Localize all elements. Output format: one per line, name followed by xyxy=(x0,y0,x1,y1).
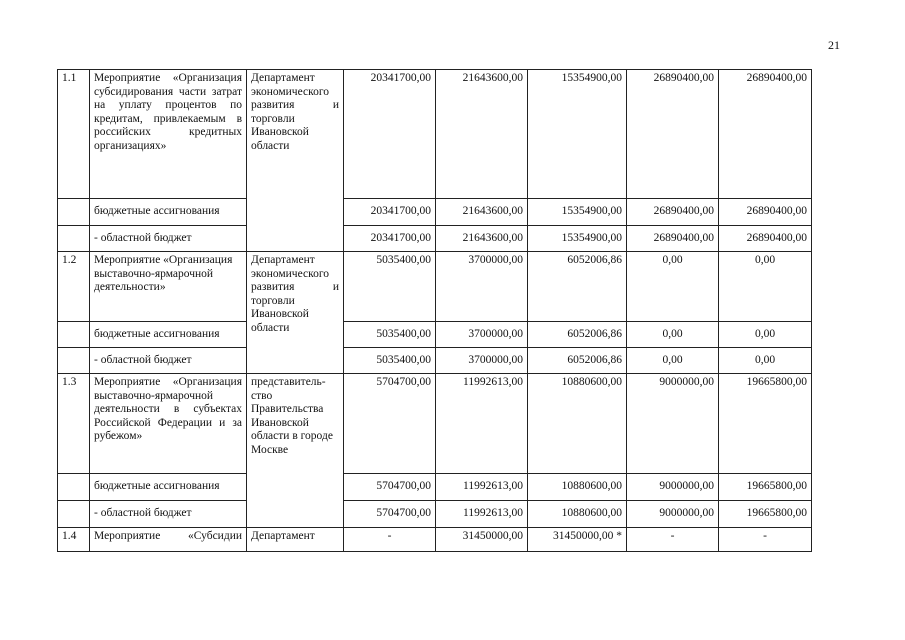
value-cell: 3700000,00 xyxy=(436,322,528,348)
value-cell: 9000000,00 xyxy=(627,501,719,528)
value-cell: 20341700,00 xyxy=(344,70,436,199)
value-cell: 21643600,00 xyxy=(436,70,528,199)
value-cell: - xyxy=(627,528,719,552)
value-cell: 5035400,00 xyxy=(344,322,436,348)
department-name: Департамент экономического развития и торговли Ивановской области xyxy=(247,70,344,252)
table-row xyxy=(58,374,812,474)
value-cell: 26890400,00 xyxy=(627,199,719,226)
value-cell: 5035400,00 xyxy=(344,348,436,374)
value-cell: 10880600,00 xyxy=(528,374,627,474)
value-cell: 19665800,00 xyxy=(719,501,812,528)
value-cell: - xyxy=(719,528,812,552)
value-cell: 11992613,00 xyxy=(436,374,528,474)
value-cell: 31450000,00 xyxy=(436,528,528,552)
value-cell: 0,00 xyxy=(627,252,719,322)
value-cell: 5035400,00 xyxy=(344,252,436,322)
value-cell: 0,00 xyxy=(719,252,812,322)
department-name: Департамент экономического развития и торговли Ивановской области xyxy=(247,252,344,374)
table-row xyxy=(58,199,812,226)
table-row xyxy=(58,501,812,528)
value-cell: 10880600,00 xyxy=(528,501,627,528)
row-number: 1.2 xyxy=(58,252,90,322)
value-cell: 26890400,00 xyxy=(627,70,719,199)
table-row xyxy=(58,474,812,501)
value-cell: 9000000,00 xyxy=(627,374,719,474)
row-number: 1.3 xyxy=(58,374,90,474)
value-cell: 5704700,00 xyxy=(344,374,436,474)
table-row xyxy=(58,70,812,199)
table-row xyxy=(58,322,812,348)
value-cell: 26890400,00 xyxy=(719,199,812,226)
value-cell: - xyxy=(344,528,436,552)
value-cell: 15354900,00 xyxy=(528,199,627,226)
value-cell: 20341700,00 xyxy=(344,199,436,226)
department-name: Департамент xyxy=(247,528,344,552)
table-row xyxy=(58,252,812,322)
table-row xyxy=(58,348,812,374)
value-cell: 11992613,00 xyxy=(436,501,528,528)
value-cell: 6052006,86 xyxy=(528,322,627,348)
value-cell: 10880600,00 xyxy=(528,474,627,501)
sub-row-label: - областной бюджет xyxy=(90,501,247,528)
department-name: представитель-ство Правительства Ивановской области в городе Москве xyxy=(247,374,344,528)
value-cell: 5704700,00 xyxy=(344,474,436,501)
sub-row-label: - областной бюджет xyxy=(90,348,247,374)
value-cell: 19665800,00 xyxy=(719,374,812,474)
value-cell: 19665800,00 xyxy=(719,474,812,501)
value-cell: 0,00 xyxy=(627,322,719,348)
row-number: 1.4 xyxy=(58,528,90,552)
budget-table xyxy=(57,69,812,552)
measure-name: Мероприятие «Организация выставочно-ярмарочной деятельности в субъектах Российской Федерации и за рубежом» xyxy=(90,374,247,474)
value-cell: 21643600,00 xyxy=(436,199,528,226)
row-number: 1.1 xyxy=(58,70,90,199)
value-cell: 6052006,86 xyxy=(528,252,627,322)
value-cell: 3700000,00 xyxy=(436,252,528,322)
value-cell: 11992613,00 xyxy=(436,474,528,501)
value-cell: 26890400,00 xyxy=(627,226,719,252)
value-cell: 0,00 xyxy=(719,322,812,348)
sub-row-label: бюджетные ассигнования xyxy=(90,322,247,348)
page-number: 21 xyxy=(828,38,840,52)
value-cell: 31450000,00 * xyxy=(528,528,627,552)
value-cell: 26890400,00 xyxy=(719,226,812,252)
value-cell: 9000000,00 xyxy=(627,474,719,501)
value-cell: 15354900,00 xyxy=(528,70,627,199)
value-cell: 5704700,00 xyxy=(344,501,436,528)
measure-name: Мероприятие «Субсидии xyxy=(90,528,247,552)
sub-row-label: бюджетные ассигнования xyxy=(90,199,247,226)
measure-name: Мероприятие «Организация субсидирования части затрат на уплату процентов по кредитам, привлекаемым в российских кредитных организациях» xyxy=(90,70,247,199)
value-cell: 26890400,00 xyxy=(719,70,812,199)
value-cell: 20341700,00 xyxy=(344,226,436,252)
table-row xyxy=(58,226,812,252)
value-cell: 21643600,00 xyxy=(436,226,528,252)
table-row xyxy=(58,528,812,552)
sub-row-label: - областной бюджет xyxy=(90,226,247,252)
value-cell: 3700000,00 xyxy=(436,348,528,374)
value-cell: 15354900,00 xyxy=(528,226,627,252)
value-cell: 0,00 xyxy=(627,348,719,374)
value-cell: 0,00 xyxy=(719,348,812,374)
sub-row-label: бюджетные ассигнования xyxy=(90,474,247,501)
measure-name: Мероприятие «Организация выставочно-ярмарочной деятельности» xyxy=(90,252,247,322)
value-cell: 6052006,86 xyxy=(528,348,627,374)
